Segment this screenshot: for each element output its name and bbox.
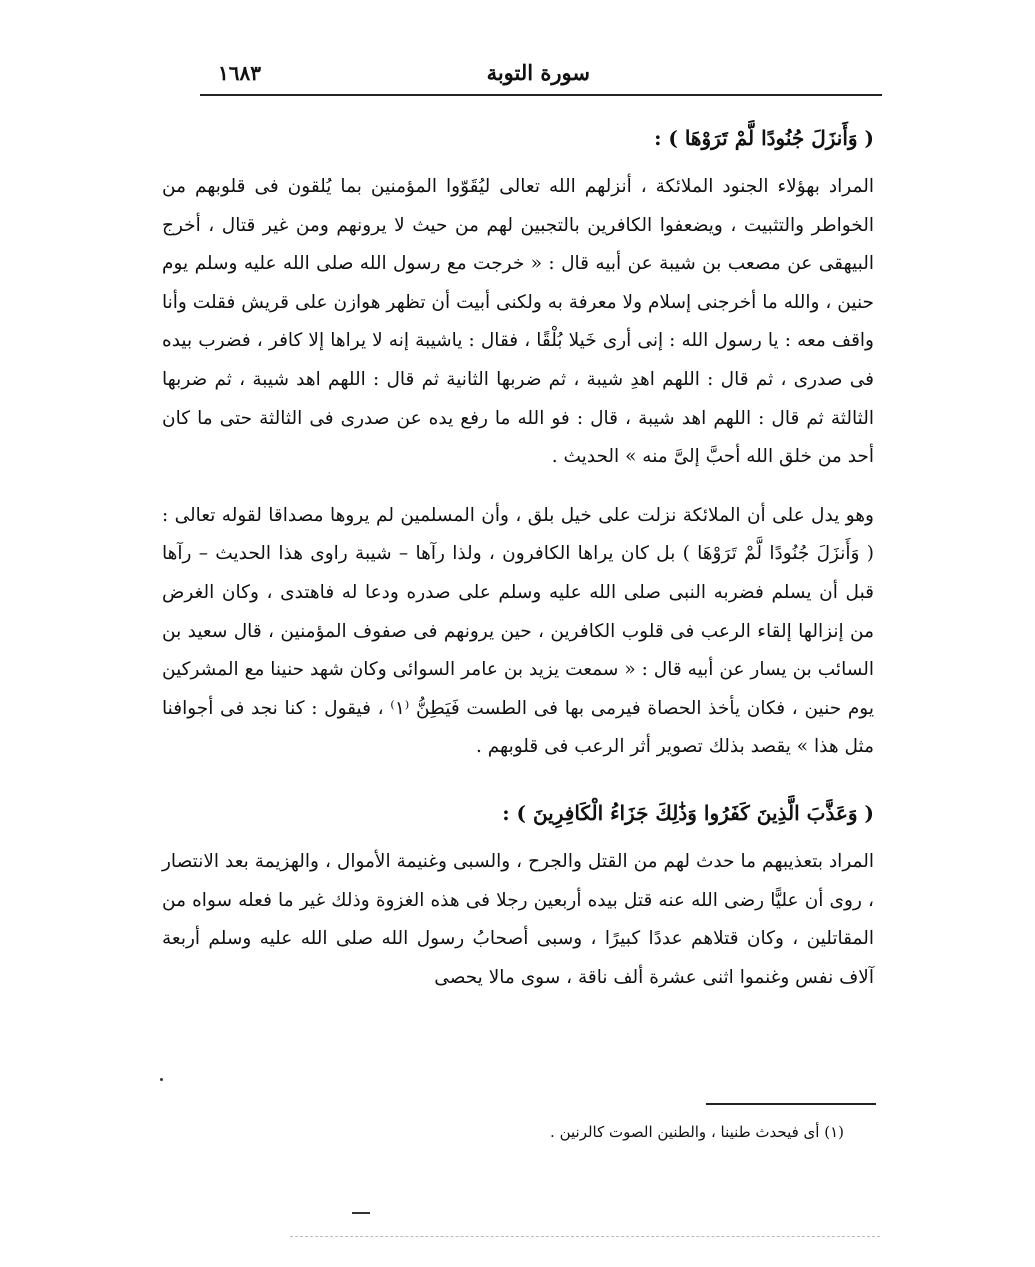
scan-mark [352,1212,370,1214]
scan-speck [160,1078,163,1081]
page-number: ١٦٨٣ [218,61,261,85]
page-header [200,58,880,90]
scan-dashed-line [290,1236,880,1237]
paragraph-3: المراد بتعذيبهم ما حدث لهم من القتل والجرح ، والسبى وغنيمة الأموال ، والهزيمة بعد الانتصار ، روى أن عليًّا رضى الله عنه قتل بيده أربعين رجلا فى هذه الغزوة وذلك غير ما فعله سواه من المقاتلين ، وكان قتلاهم عددًا كبيرًا ، وسبى أصحابُ رسول الله صلى الله عليه وسلم أربعة آلاف نفس وغنموا اثنى عشرة ألف ناقة ، سوى مالا يحصى [162,850,874,988]
paragraph-1: المراد بهؤلاء الجنود الملائكة ، أنزلهم الله تعالى ليُقَوّوا المؤمنين بما يُلقون فى قلوبهم من الخواطر والتثبيت ، ويضعفوا الكافرين بالتجبين لهم من حيث لا يرونهم ومن غير قتال ، أخرج البيهقى عن مصعب بن شيبة عن أبيه قال : « خرجت مع رسول الله صلى الله عليه وسلم يوم حنين ، والله ما أخرجنى إسلام ولا معرفة به ولكنى أبيت أن تظهر هوازن على قريش فقلت وأنا واقف معه : يا رسول الله : إنى أرى خَيلا بُلْقًا ، فقال : ياشيبة إنه لا يراها إلا كافر ، فضرب بيده فى صدرى ، ثم قال : اللهم اهدِ شيبة ، ثم ضربها الثانية ثم قال : اللهم اهد شيبة ، ثم ضربها الثالثة ثم قال : اللهم اهد شيبة ، قال : فو الله ما رفع يده عن صدرى فى الثالثة حتى ما كان أحد من خلق الله أحبَّ إلىَّ منه » الحديث . [162,176,874,468]
paragraph-2: وهو يدل على أن الملائكة نزلت على خيل بلق ، وأن المسلمين لم يروها مصداقا لقوله تعالى : ( وَأَنزَلَ جُنُودًا لَّمْ تَرَوْهَا ) بل كان يراها الكافرون ، ولذا رآها – شيبة راوى هذا الحديث – رآها قبل أن يسلم فضربه النبى صلى الله عليه وسلم على صدره ودعا له فاهتدى ، وكان الغرض من إنزالها إلقاء الرعب فى قلوب الكافرين ، حين يرونهم فى صفوف المؤمنين ، قال سعيد بن السائب بن يسار عن أبيه قال : « سمعت يزيد بن عامر السوائى وكان شهد حنينا مع المشركين يوم حنين ، فكان يأخذ الحصاة فيرمى بها فى الطست فَيَطِنُّ ⁽١⁾ ، فيقول : كنا نجد فى أجوافنا مثل هذا » يقصد بذلك تصوير أثر الرعب فى قلوبهم . [162,504,874,758]
section-gap [162,767,874,793]
surah-title: سورة التوبة [486,60,590,85]
main-text [162,118,874,997]
verse-heading-1: ( وَأَنزَلَ جُنُودًا لَّمْ تَرَوْهَا ) : [654,126,874,150]
footnote-rule [706,1103,876,1105]
paragraph-gap [162,477,874,497]
verse-heading-2: ( وَعَذَّبَ الَّذِينَ كَفَرُوا وَذَٰلِكَ جَزَاءُ الْكَافِرِينَ ) : [502,800,874,825]
header-rule [200,94,882,96]
footnote: (١) أى فيحدث طنينا ، والطنين الصوت كالرنين . [550,1123,844,1141]
